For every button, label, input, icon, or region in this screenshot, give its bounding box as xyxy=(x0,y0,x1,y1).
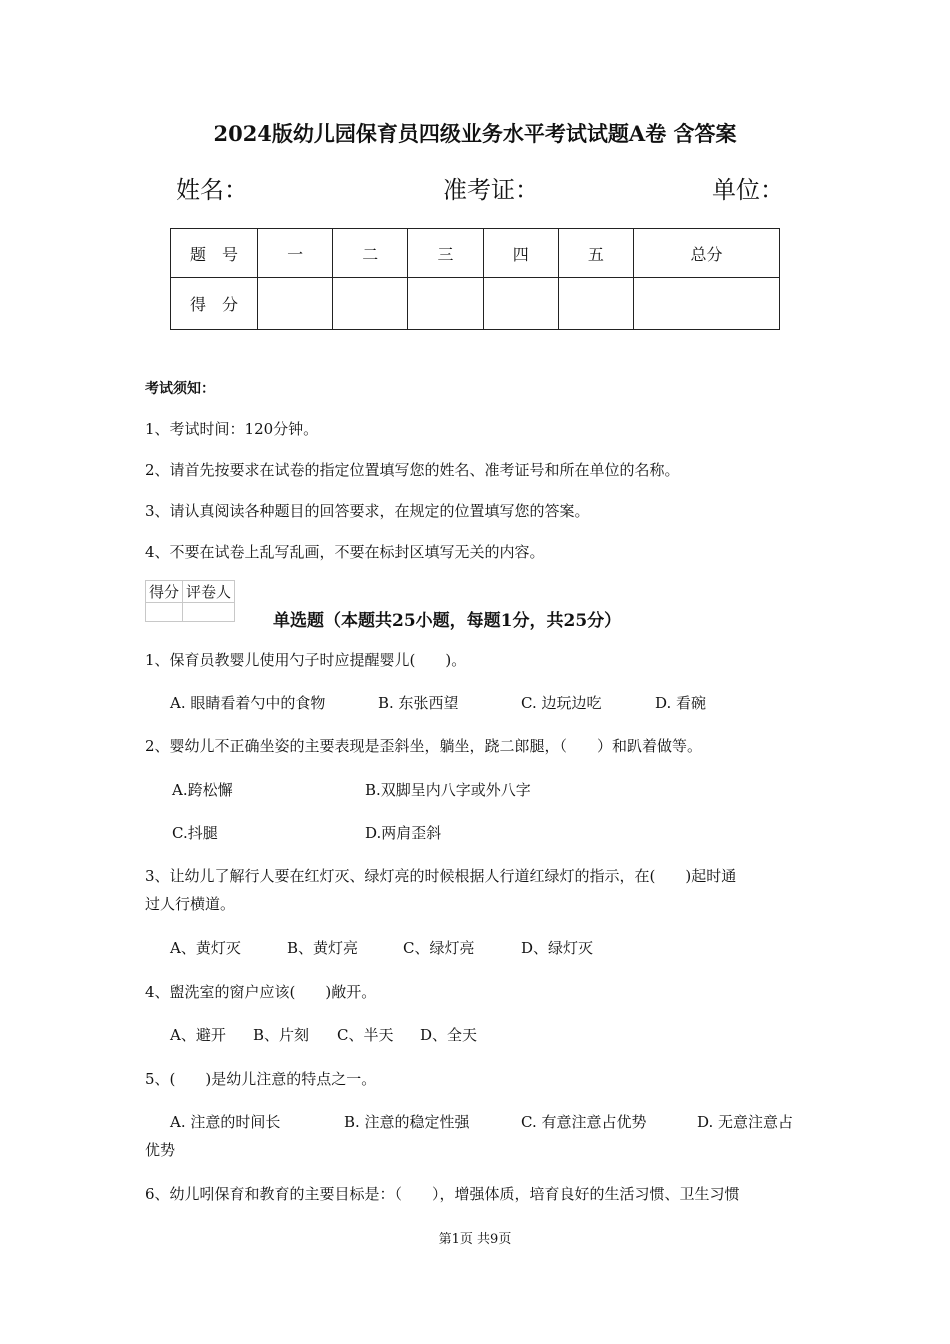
notice-item: 3、请认真阅读各种题目的回答要求，在规定的位置填写您的答案。 xyxy=(145,502,590,520)
question-stem-continued: 过人行横道。 xyxy=(145,895,236,913)
score-table xyxy=(170,228,780,330)
option: D.两肩歪斜 xyxy=(365,824,442,842)
grader-box xyxy=(145,580,235,622)
question-stem: 2、婴幼儿不正确坐姿的主要表现是歪斜坐，躺坐，跷二郎腿，（ ）和趴着做等。 xyxy=(145,737,703,755)
header-cell: 一 xyxy=(258,229,333,278)
score-cell[interactable] xyxy=(408,278,483,330)
option: B. 注意的稳定性强 xyxy=(344,1113,470,1131)
option: D. 无意注意占 xyxy=(697,1113,794,1131)
option: A.跨松懈 xyxy=(172,781,233,799)
exam-id-label: 准考证： xyxy=(443,176,539,204)
question-stem: 6、幼儿吲保育和教育的主要目标是：（ ），增强体质，培育良好的生活习惯、卫生习惯 xyxy=(145,1185,740,1203)
option: A、避开 xyxy=(170,1026,226,1044)
name-label: 姓名： xyxy=(176,176,248,204)
option-continued: 优势 xyxy=(145,1141,176,1159)
grader-name-cell[interactable] xyxy=(183,603,235,622)
score-cell[interactable] xyxy=(634,278,780,330)
header-cell: 二 xyxy=(333,229,408,278)
page-footer: 第1页 共9页 xyxy=(438,1232,512,1247)
score-cell[interactable] xyxy=(258,278,333,330)
option: D、全天 xyxy=(420,1026,478,1044)
option: C、半天 xyxy=(337,1026,394,1044)
notice-item: 4、不要在试卷上乱写乱画，不要在标封区填写无关的内容。 xyxy=(145,543,545,561)
option: A. 注意的时间长 xyxy=(170,1113,281,1131)
score-table-header-row xyxy=(171,229,780,278)
unit-label: 单位： xyxy=(712,176,784,204)
document-title: 2024版幼儿园保育员四级业务水平考试试题A卷 含答案 xyxy=(213,121,737,146)
notice-heading: 考试须知： xyxy=(145,381,215,397)
option: D、绿灯灭 xyxy=(521,939,594,957)
section-title: 单选题（本题共25小题，每题1分，共25分） xyxy=(273,611,622,631)
question-stem: 3、让幼儿了解行人要在红灯灭、绿灯亮的时候根据人行道红绿灯的指示，在( )起时通 xyxy=(145,867,737,885)
option: C、绿灯亮 xyxy=(403,939,475,957)
option: C. 边玩边吃 xyxy=(521,694,602,712)
option: B.双脚呈内八字或外八字 xyxy=(365,781,531,799)
score-cell[interactable] xyxy=(558,278,633,330)
score-cell[interactable] xyxy=(333,278,408,330)
grader-score-label: 得分 xyxy=(146,581,183,603)
score-cell[interactable] xyxy=(483,278,558,330)
option: D. 看碗 xyxy=(655,694,707,712)
header-cell: 题 号 xyxy=(171,229,258,278)
option: B. 东张西望 xyxy=(378,694,459,712)
option: B、片刻 xyxy=(253,1026,310,1044)
option: C. 有意注意占优势 xyxy=(521,1113,647,1131)
option: A、黄灯灭 xyxy=(170,939,241,957)
score-table-score-row xyxy=(171,278,780,330)
question-stem: 1、保育员教婴儿使用勺子时应提醒婴儿( )。 xyxy=(145,651,467,669)
option: C.抖腿 xyxy=(172,824,218,842)
grader-score-cell[interactable] xyxy=(146,603,183,622)
header-cell: 三 xyxy=(408,229,483,278)
header-cell: 五 xyxy=(558,229,633,278)
option: A. 眼睛看着勺中的食物 xyxy=(170,694,326,712)
question-stem: 5、( )是幼儿注意的特点之一。 xyxy=(145,1070,377,1088)
question-stem: 4、盥洗室的窗户应该( )敞开。 xyxy=(145,983,377,1001)
score-row-label: 得 分 xyxy=(171,278,258,330)
header-cell: 总分 xyxy=(634,229,780,278)
option: B、黄灯亮 xyxy=(287,939,359,957)
grader-label: 评卷人 xyxy=(183,581,235,603)
notice-item: 1、考试时间：120分钟。 xyxy=(145,420,319,438)
notice-item: 2、请首先按要求在试卷的指定位置填写您的姓名、准考证号和所在单位的名称。 xyxy=(145,461,680,479)
header-cell: 四 xyxy=(483,229,558,278)
